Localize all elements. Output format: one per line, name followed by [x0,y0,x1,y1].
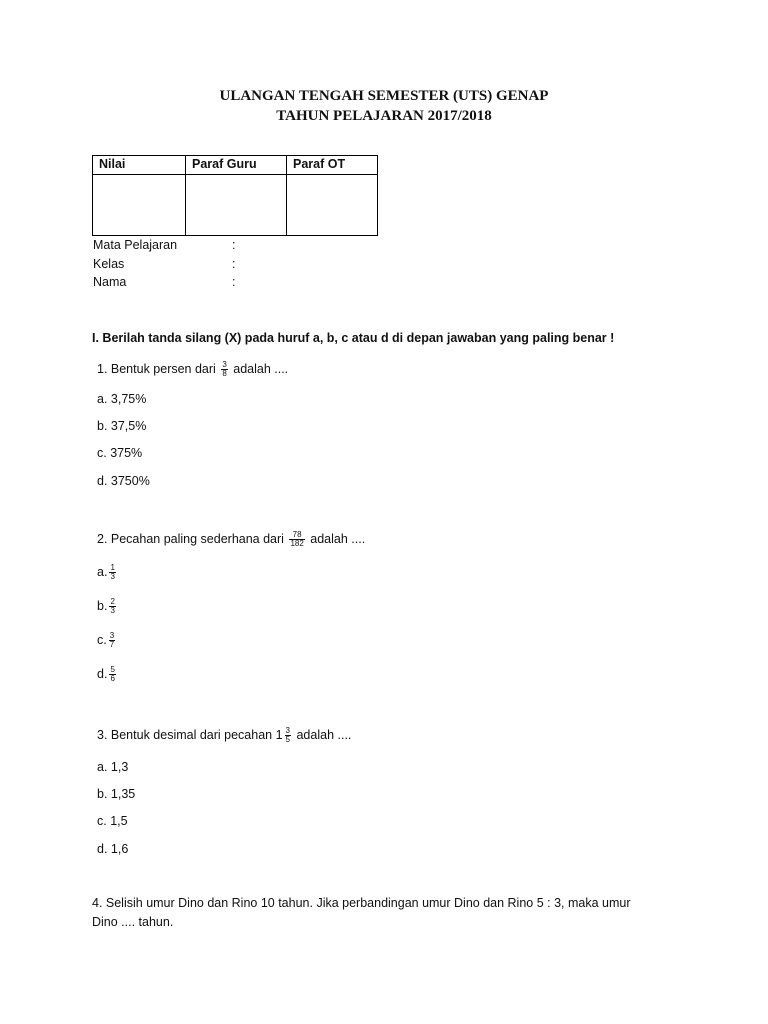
question-2 [97,531,365,548]
signature-table [92,155,378,236]
question-3 [97,727,351,744]
question-3-prefix: 3. Bentuk desimal dari pecahan 1 [97,727,283,742]
q3-option-c[interactable]: c. 1,5 [97,814,128,828]
subject-label: Mata Pelajaran [93,238,178,252]
q2-option-a[interactable]: a. $\frac{1}{3}$ [97,563,115,581]
q3-option-a[interactable]: a. 1,3 [97,760,129,774]
question-3-suffix: adalah .... [296,727,352,742]
question-2-fraction: $\frac{78}{182}$ [290,530,304,548]
question-3-fraction: $\frac{3}{5}$ [285,726,290,744]
name-label: Nama [93,275,127,289]
q2-option-b-fraction: $\frac{2}{3}$ [110,597,115,615]
q1-option-a[interactable]: a. 3,75% [97,392,147,406]
name-colon: : [232,275,236,289]
subject-colon: : [232,238,236,252]
question-4-line2: Dino .... tahun. [92,915,174,929]
q2-option-a-fraction: $\frac{1}{3}$ [110,563,115,581]
q1-option-d[interactable]: d. 3750% [97,474,150,488]
q1-option-c[interactable]: c. 375% [97,446,143,460]
class-label: Kelas [93,257,125,271]
q3-option-d[interactable]: d. 1,6 [97,842,129,856]
question-1 [97,361,288,378]
question-1-suffix: adalah .... [233,361,289,376]
page-title-line2: TAHUN PELAJARAN 2017/2018 [276,108,492,124]
question-4-line1: 4. Selisih umur Dino dan Rino 10 tahun. Jika perbandingan umur Dino dan Rino 5 : 3, maka umur [92,896,631,910]
question-2-prefix: 2. Pecahan paling sederhana dari [97,531,284,546]
table-header-nilai: Nilai [93,156,186,175]
page-title-line1: ULANGAN TENGAH SEMESTER (UTS) GENAP [219,88,549,104]
q1-option-b[interactable]: b. 37,5% [97,419,147,433]
question-1-fraction: $\frac{3}{8}$ [222,360,227,378]
q2-option-b[interactable]: b. $\frac{2}{3}$ [97,597,115,615]
nilai-cell[interactable] [93,175,186,236]
paraf-guru-cell[interactable] [186,175,287,236]
q2-option-c[interactable]: c. $\frac{3}{7}$ [97,631,115,649]
question-1-prefix: 1. Bentuk persen dari [97,361,216,376]
q3-option-b[interactable]: b. 1,35 [97,787,136,801]
question-2-suffix: adalah .... [310,531,366,546]
table-header-paraf-guru: Paraf Guru [186,156,287,175]
q2-option-d-fraction: $\frac{5}{6}$ [110,665,115,683]
q2-option-d[interactable]: d. $\frac{5}{6}$ [97,665,115,683]
instruction-text: I. Berilah tanda silang (X) pada huruf a, b, c atau d di depan jawaban yang paling benar ! [92,331,615,345]
paraf-ot-cell[interactable] [287,175,378,236]
table-header-paraf-ot: Paraf OT [287,156,378,175]
q2-option-c-fraction: $\frac{3}{7}$ [109,631,115,649]
class-colon: : [232,257,236,271]
